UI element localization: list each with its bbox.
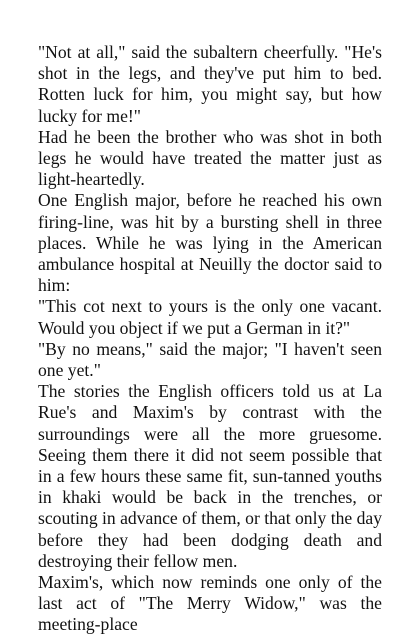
paragraph: "By no means," said the major; "I haven't seen one yet.": [38, 338, 382, 381]
paragraph: "This cot next to yours is the only one vacant. Would you object if we put a German in it?": [38, 296, 382, 338]
paragraph: The stories the English officers told us at La Rue's and Maxim's by contrast with the surroundings were all the more gruesome. Seeing them there it did not seem possible that in a few hours these same fit, sun-tanned youths in khaki would be back in the trenches, or scouting in advance of them, or that only the day before they had been dodging death and destroying their fellow men.: [38, 381, 382, 571]
paragraph: Had he been the brother who was shot in both legs he would have treated the matter just as light-heartedly.: [38, 126, 382, 190]
paragraph: Maxim's, which now reminds one only of the last act of "The Merry Widow," was the meeting-place: [38, 572, 382, 635]
paragraph: "Not at all," said the subaltern cheerfully. "He's shot in the legs, and they've put him to bed. Rotten luck for him, you might say, but how lucky for me!": [38, 42, 382, 126]
paragraph: One English major, before he reached his own firing-line, was hit by a bursting shell in three places. While he was lying in the American ambulance hospital at Neuilly the doctor said to him:: [38, 190, 382, 296]
page-text: [38, 42, 382, 636]
